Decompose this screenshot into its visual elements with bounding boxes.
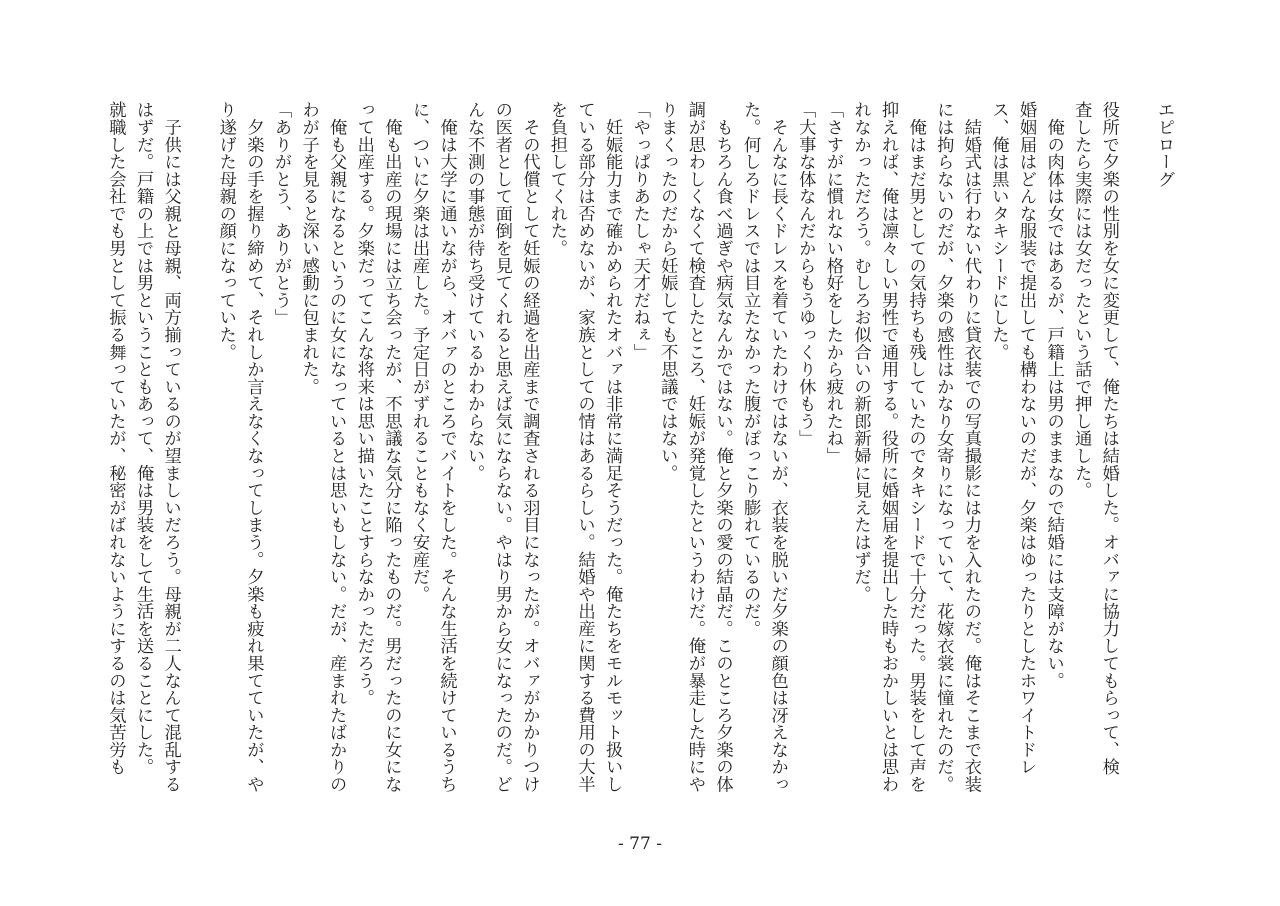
text-line: 俺はまだ男としての気持ちも残していたのでタキシードで十分だった。男装をして声を: [905, 101, 926, 793]
text-line: んな不測の事態が待ち受けているかわからない。: [464, 101, 485, 482]
text-line: 俺は大学に通いながら、オバァのところでバイトをした。そんな生活を続けているうち: [436, 101, 457, 793]
vertical-text-body: [101, 101, 1177, 811]
text-line: に、ついに夕楽は出産した。予定日がずれることもなく安産だ。: [408, 101, 429, 603]
text-block-1: [211, 101, 1122, 811]
blank-line: [1122, 101, 1150, 811]
text-line: を負担してくれた。: [546, 101, 567, 257]
text-line: ている部分は否めないが、家族としての情はあるらしい。結婚や出産に関する費用の大半: [574, 101, 595, 793]
text-line: はずだ。戸籍の上では男ということもあって、俺は男装をして生活を送ることにした。: [133, 101, 154, 776]
text-line: って出産する。夕楽だってこんな将来は思い描いたことすらなかっただろう。: [353, 101, 374, 707]
text-line: た。何しろドレスでは目立たなかった腹がぽっこり膨れているのだ。: [740, 101, 761, 637]
text-line: には拘らないのだが、夕楽の感性はかなり女寄りになっていて、花嫁衣裳に憧れたのだ。: [933, 101, 954, 793]
text-line: わが子を見ると深い感動に包まれた。: [298, 101, 319, 395]
text-line: もちろん食べ過ぎや病気なんかではない。俺と夕楽の愛の結晶だ。このところ夕楽の体: [712, 101, 733, 793]
text-line: 調が思わしくなくて検査したところ、妊娠が発覚したというわけだ。俺が暴走した時にや: [684, 101, 705, 793]
text-line: ス、俺は黒いタキシードにした。: [988, 101, 1009, 361]
text-line: りまくったのだから妊娠しても不思議ではない。: [657, 101, 678, 482]
text-line: 「やっぱりあたしゃ天才だねぇ」: [629, 101, 650, 361]
text-line: 「大事な体なんだからもうゆっくり休もう」: [795, 101, 816, 447]
text-block-2: [101, 101, 184, 811]
text-line: 夕楽の手を握り締めて、それしか言えなくなってしまう。夕楽も疲れ果てていたが、や: [243, 101, 264, 793]
text-line: その代償として妊娠の経過を出産まで調査される羽目になったが。オバァがかかりつけ: [519, 101, 540, 793]
text-line: 子供には父親と母親、両方揃っているのが望ましいだろう。母親が二人なんて混乱する: [160, 101, 181, 793]
text-line: 俺の肉体は女ではあるが、戸籍上は男のままなので結婚には支障がない。: [1043, 101, 1064, 689]
text-line: 婚姻届はどんな服装で提出しても構わないのだが、夕楽はゆったりとしたホワイトドレ: [1016, 101, 1037, 776]
text-line: り遂げた母親の顔になっていた。: [215, 101, 236, 361]
text-line: の医者として面倒を見てくれると思えば気にならない。やはり男から女になったのだ。ど: [491, 101, 512, 793]
text-line: 「ありがとう、ありがとう」: [271, 101, 291, 326]
text-line: 俺も父親になるというのに女になっているとは思いもしない。だが、産まれたばかりの: [326, 101, 347, 793]
text-line: 妊娠能力まで確かめられたオバァは非常に満足そうだった。俺たちをモルモット扱いし: [602, 101, 623, 793]
text-line: 抑えれば、俺は凛々しい男性で通用する。役所に婚姻届を提出した時もおかしいとは思わ: [878, 101, 899, 793]
text-line: 査したら実際には女だったという話で押し通した。: [1071, 101, 1092, 499]
text-line: 俺も出産の現場には立ち会ったが、不思議な気分に陥ったものだ。男だったのに女にな: [381, 101, 402, 793]
chapter-title: エピローグ: [1154, 101, 1174, 188]
text-line: そんなに長くドレスを着ていたわけではないが、衣装を脱いだ夕楽の顔色は冴えなかっ: [767, 101, 788, 793]
text-line: 「さすがに慣れない格好をしたから疲れたね」: [822, 101, 843, 465]
blank-line: [184, 101, 212, 811]
text-line: 結婚式は行わない代わりに貸衣装での写真撮影には力を入れたのだ。俺はそこまで衣装: [960, 101, 981, 793]
text-line: 就職した会社でも男として振る舞っていたが、秘密がばれないようにするのは気苦労も: [105, 101, 126, 776]
text-line: 役所で夕楽の性別を女に変更して、俺たちは結婚した。オバァに協力してもらって、検: [1098, 101, 1119, 776]
page-number: - 77 -: [618, 834, 662, 854]
text-line: れなかっただろう。むしろお似合いの新郎新婦に見えたはずだ。: [850, 101, 871, 603]
